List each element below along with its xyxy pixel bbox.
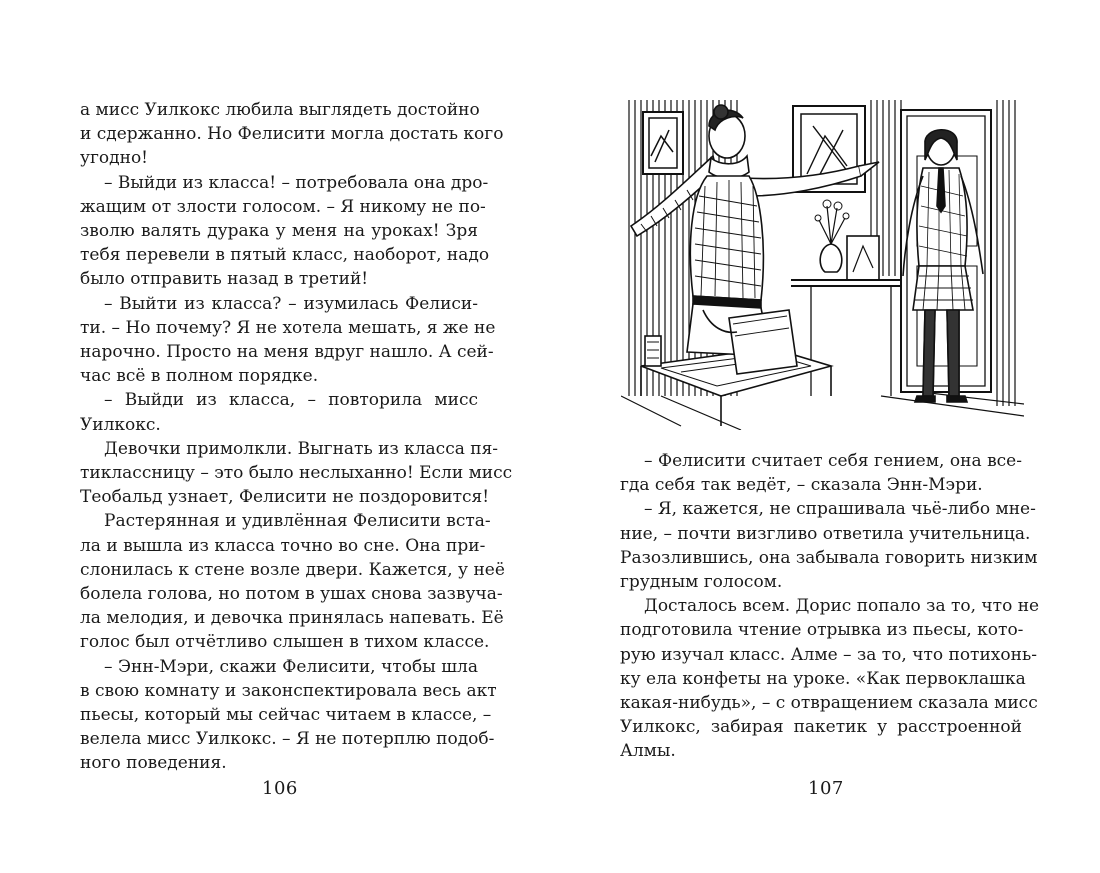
text-line: ти. – Но почему? Я не хотела мешать, я же не xyxy=(80,317,496,338)
text-line: – Выйди из класса! – потребовала она дро- xyxy=(104,172,489,193)
text-line: угодно! xyxy=(80,148,149,169)
text-line: – Энн-Мэри, скажи Фелисити, чтобы шла xyxy=(104,656,478,677)
text-line: болела голова, но потом в ушах снова зазвуча- xyxy=(80,584,503,605)
text-line: тиклассницу – это было неслыханно! Если мисс xyxy=(80,463,513,484)
text-line: Алмы. xyxy=(620,741,676,762)
text-line: гда себя так ведёт, – сказала Энн-Мэри. xyxy=(620,475,983,496)
text-line: – Выйди из класса, – повторила мисс xyxy=(104,390,478,411)
page-number-left: 106 xyxy=(262,778,298,799)
text-line: – Выйти из класса? – изумилась Фелиси- xyxy=(104,293,478,314)
text-line: голос был отчётливо слышен в тихом классе. xyxy=(80,632,490,653)
page-number-right: 107 xyxy=(808,778,844,799)
text-line: Досталось всем. Дорис попало за то, что не xyxy=(644,596,1040,617)
text-line: – Фелисити считает себя гением, она все- xyxy=(644,451,1022,471)
text-line: – Я, кажется, не спрашивала чьё-либо мне- xyxy=(644,499,1036,520)
text-line: пьесы, который мы сейчас читаем в классе, – xyxy=(80,705,492,726)
text-line: слонилась к стене возле двери. Кажется, у неё xyxy=(80,559,505,580)
text-line: ла мелодия, и девочка принялась напевать. Её xyxy=(80,608,504,629)
text-line: Девочки примолкли. Выгнать из класса пя- xyxy=(104,438,499,459)
text-line: в свою комнату и законспектировала весь акт xyxy=(80,680,497,701)
text-line: Уилкокс. xyxy=(80,414,161,435)
text-line: нарочно. Просто на меня вдруг нашло. А сей- xyxy=(80,342,494,363)
text-line: какая-нибудь», – с отвращением сказала мисс xyxy=(620,693,1038,714)
text-line: Растерянная и удивлённая Фелисити вста- xyxy=(104,511,491,532)
text-line: велела мисс Уилкокс. – Я не потерплю подоб- xyxy=(80,729,495,750)
text-line: тебя перевели в пятый класс, наоборот, надо xyxy=(80,245,490,266)
text-line: ного поведения. xyxy=(80,753,227,774)
text-line: подготовила чтение отрывка из пьесы, кото- xyxy=(620,620,1024,641)
right-page-text xyxy=(620,449,1040,764)
text-line: зволю валять дурака у меня на уроках! Зря xyxy=(80,221,478,242)
text-line: грудным голосом. xyxy=(620,572,783,593)
right-page xyxy=(550,0,1100,873)
text-line: рую изучал класс. Алме – за то, что потихонь- xyxy=(620,644,1037,665)
text-line: а мисс Уилкокс любила выглядеть достойно xyxy=(80,100,480,120)
text-line: час всё в полном порядке. xyxy=(80,366,319,387)
illustration-teacher-and-girl xyxy=(621,96,1024,430)
text-line: Теобальд узнает, Фелисити не поздоровится! xyxy=(80,487,490,508)
text-line: было отправить назад в третий! xyxy=(80,269,369,290)
text-line: Уилкокс, забирая пакетик у расстроенной xyxy=(620,717,1022,738)
text-line: ла и вышла из класса точно во сне. Она при- xyxy=(80,535,486,556)
text-line: и сдержанно. Но Фелисити могла достать кого xyxy=(80,124,504,145)
text-line: ку ела конфеты на уроке. «Как первоклашка xyxy=(620,668,1026,689)
text-line: Разозлившись, она забывала говорить низким xyxy=(620,547,1038,568)
text-line: ние, – почти визгливо ответила учительница. xyxy=(620,523,1031,544)
left-page-text xyxy=(80,98,513,776)
text-line: жащим от злости голосом. – Я никому не по- xyxy=(80,196,486,217)
